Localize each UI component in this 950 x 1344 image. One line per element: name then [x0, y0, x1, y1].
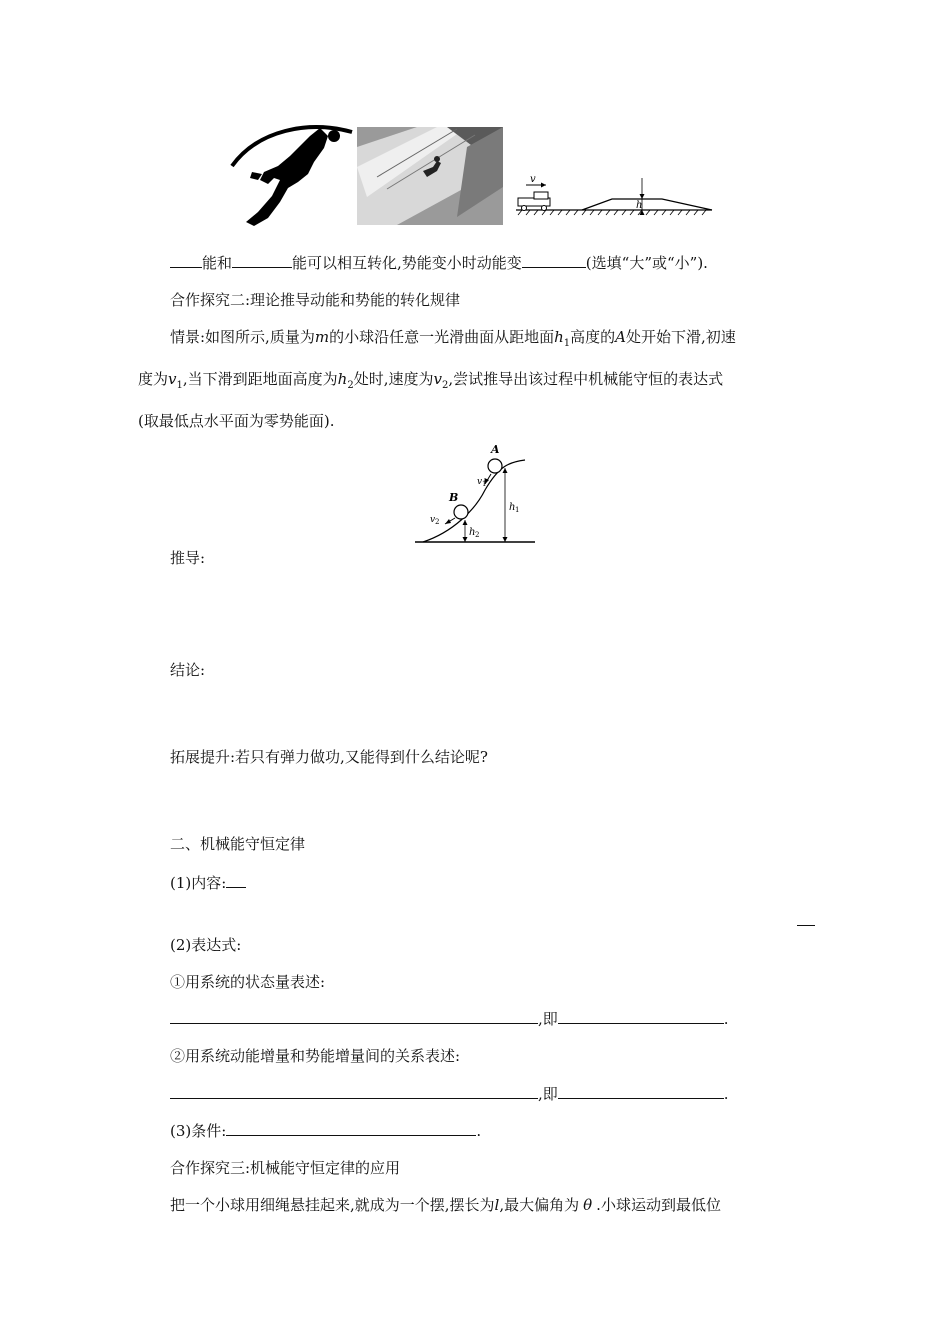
- expr2-blank-b[interactable]: [558, 1084, 724, 1099]
- expr1-blank-b[interactable]: [558, 1009, 724, 1024]
- expression-1-fill-line: ,即 .: [170, 1009, 729, 1029]
- svg-text:1: 1: [482, 480, 487, 488]
- scenario-line-1: 情景:如图所示,质量为m的小球沿任意一光滑曲面从距地面$h_1$高度的A处开始下滑,初速: [170, 328, 736, 349]
- svg-text:h: h: [469, 527, 476, 538]
- blank-2[interactable]: [232, 253, 292, 268]
- svg-text:A: A: [491, 443, 500, 456]
- expression-label: (2)表达式:: [170, 936, 242, 954]
- condition-blank[interactable]: [226, 1121, 476, 1136]
- svg-text:1: 1: [515, 506, 520, 514]
- svg-text:v: v: [430, 515, 436, 525]
- svg-text:B: B: [449, 491, 459, 504]
- cart-bump-figure: [512, 172, 716, 216]
- pole-vault-figure: [228, 122, 356, 228]
- blank-1[interactable]: [170, 253, 202, 268]
- scenario-line-3: (取最低点水平面为零势能面).: [138, 412, 335, 430]
- section-law-title: 二、机械能守恒定律: [170, 835, 306, 853]
- section-3-title: 合作探究三:机械能守恒定律的应用: [170, 1159, 401, 1177]
- pendulum-line: 把一个小球用细绳悬挂起来,就成为一个摆,摆长为l,最大偏角为 θ .小球运动到最低位: [170, 1196, 721, 1214]
- expression-1-label: ①用系统的状态量表述:: [170, 973, 326, 991]
- expression-2-fill-line: ,即 .: [170, 1084, 729, 1104]
- svg-text:h: h: [636, 200, 643, 211]
- extend-question: 拓展提升:若只有弹力做功,又能得到什么结论呢?: [170, 748, 488, 766]
- content-line: (1)内容:: [170, 873, 246, 893]
- scenario-line-2: 度为$v_1$,当下滑到距地面高度为$h_2$处时,速度为$v_2$,尝试推导出该过程中机械能守恒的表达式: [138, 370, 724, 391]
- condition-line: (3)条件: .: [170, 1122, 482, 1140]
- content-blank-continued[interactable]: [797, 925, 815, 926]
- curved-slide-figure: [413, 440, 537, 546]
- expression-2-label: ②用系统动能增量和势能增量间的关系表述:: [170, 1047, 461, 1065]
- svg-text:v: v: [530, 174, 536, 185]
- content-blank[interactable]: [226, 873, 246, 888]
- expr1-blank-a[interactable]: [170, 1009, 538, 1024]
- blank-3[interactable]: [522, 253, 586, 268]
- svg-text:v: v: [477, 477, 483, 487]
- svg-text:2: 2: [435, 518, 440, 526]
- svg-text:h: h: [509, 502, 516, 513]
- ski-jump-photo: [357, 127, 503, 225]
- svg-text:2: 2: [475, 531, 480, 539]
- conclusion-label: 结论:: [170, 661, 206, 679]
- expr2-blank-a[interactable]: [170, 1084, 538, 1099]
- derive-label: 推导:: [170, 549, 206, 567]
- section-2-title: 合作探究二:理论推导动能和势能的转化规律: [170, 291, 461, 309]
- energy-conversion-fill-line: 能和 能可以相互转化,势能变小时动能变 (选填“大”或“小”).: [170, 253, 708, 273]
